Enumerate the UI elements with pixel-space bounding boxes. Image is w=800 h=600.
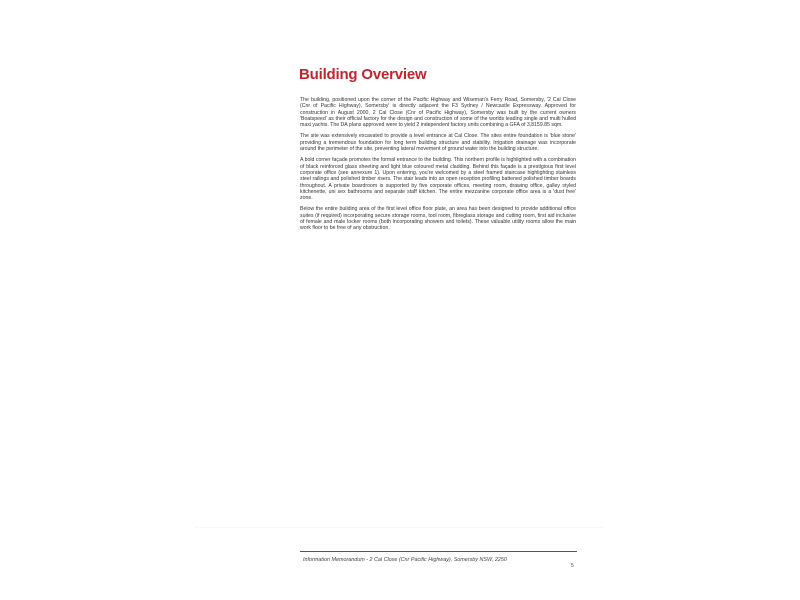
paragraph-ground-floor: Below the entire building area of the first level office floor plate, an area has been designed to provide additional office suites (if required) incorporating secure storage rooms, tool room, fibreglass storage and cutting room, first aid inclusive of female and male locker rooms (both incorporating showers and toilets). These valuable utility rooms allow the main work floor to be free of any obstruction.	[300, 206, 576, 232]
page-number: 5	[571, 563, 574, 569]
paragraph-location: The building, positioned upon the corner of the Pacific Highway and Wiseman's Ferry Road, Somersby, '2 Cal Close (Cnr of Pacific Highway), Somersby' is directly adjacent the F3 Sydney / Newcastle Expressway. Approved for construction in August 2000, 2 Cal Close (Cnr of Pacific Highway), Somersby was built by the current owners 'Boatspeed' as their official factory for the design and construction of some of the worlds leading single and multi hulled maxi yachts. The DA plans approved were to yield 2 independent factory units combining a GFA of 3,8159.85 sqm.	[300, 97, 576, 129]
page-title: Building Overview	[299, 66, 427, 83]
body-text	[300, 97, 576, 237]
paragraph-facade: A bold corner façade promotes the formal entrance to the building. This northern profile is highlighted with a combination of black reinforced glass sheeting and light blue coloured metal cladding. Behind this façade is a prestigious first level corporate office (see annexure 1). Upon entering, you're welcomed by a steel framed staircase highlighting stainless steel railings and polished timber risers. The stair leads into an open reception profiling battened polished timber boards throughout. A private boardroom is supported by five corporate offices, meeting room, drawing office, galley styled kitchenette, uni sex bathrooms and separate staff kitchen. The entire mezzanine corporate office area is a 'dust free' zone.	[300, 157, 576, 202]
scan-artifact-line	[195, 527, 605, 528]
footer-caption: Information Memorandum - 2 Cal Close (Cnr Pacific Highway), Somersby NSW, 2250	[303, 557, 507, 563]
paragraph-site: The site was extensively excavated to provide a level entrance at Cal Close. The sites entire foundation is 'blue stone' providing a tremendous foundation for long term building structure and stability. Irrigation drainage was incorporate around the perimeter of the site, preventing lateral movement of ground water into the building structure.	[300, 133, 576, 153]
footer-divider	[300, 551, 577, 552]
